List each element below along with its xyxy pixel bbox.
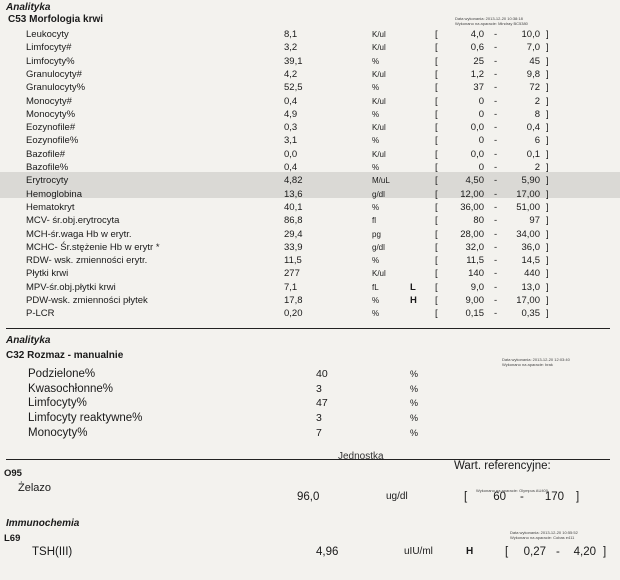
ref-high: 6	[534, 135, 540, 147]
bracket-left-icon: [	[435, 55, 438, 67]
test-name: Monocyty#	[26, 95, 72, 107]
bracket-left-icon: [	[435, 201, 438, 213]
test-value: 47	[316, 397, 328, 410]
bracket-right-icon: ]	[546, 29, 549, 40]
dash-icon: -	[494, 148, 498, 160]
tsh-row	[0, 545, 620, 559]
ref-high: 0,1	[526, 148, 540, 160]
ref-low: 0,6	[470, 42, 484, 54]
table-row	[0, 308, 620, 319]
dash-icon: -	[494, 308, 498, 320]
test-value: 3	[316, 382, 322, 395]
test-name: Granulocyty#	[26, 68, 82, 80]
test-value: 3	[316, 412, 322, 425]
dash-icon: -	[494, 162, 498, 173]
table-row	[0, 109, 620, 120]
ref-high: 17,00	[516, 188, 540, 200]
dash-icon: -	[494, 268, 498, 280]
bracket-right-icon: ]	[546, 268, 549, 280]
tsh-name: TSH(III)	[32, 546, 73, 558]
dash-icon: -	[494, 29, 498, 40]
test-value: 33,9	[284, 241, 303, 253]
bracket-left-icon: [	[435, 29, 438, 40]
ref-low: 4,50	[465, 175, 484, 187]
ref-low: 36,00	[460, 201, 484, 213]
table-row	[0, 175, 620, 186]
test-unit: K/ul	[372, 123, 386, 133]
morfologia-date: Data wykonania: 2013-12-20 10:38:18	[455, 16, 523, 21]
test-name: Limfocyty#	[26, 42, 72, 54]
test-unit: %	[410, 383, 419, 394]
test-unit: K/ul	[372, 30, 386, 39]
bracket-right-icon: ]	[546, 42, 549, 54]
test-unit: %	[410, 427, 419, 438]
test-unit: K/ul	[372, 149, 386, 159]
dash-icon: -	[494, 228, 498, 240]
test-name: Płytki krwi	[26, 268, 69, 280]
bracket-right-icon: ]	[546, 241, 549, 253]
test-flag: L	[410, 281, 416, 293]
table-row	[0, 382, 620, 396]
section-analityka-1: Analityka	[6, 2, 51, 13]
ref-high: 14,5	[521, 255, 540, 267]
test-unit: %	[372, 202, 380, 212]
ref-low: 11,5	[466, 255, 484, 267]
zelazo-name: Żelazo	[18, 482, 52, 494]
table-row	[0, 82, 620, 93]
tsh-ref-high: 4,20	[573, 546, 596, 558]
bracket-left-icon: [	[435, 241, 438, 253]
test-unit: %	[372, 136, 380, 146]
ref-high: 9,8	[526, 68, 540, 80]
table-row	[0, 242, 620, 253]
test-unit: g/dl	[372, 242, 385, 252]
test-unit: fl	[372, 216, 376, 226]
dash-icon: -	[494, 42, 498, 54]
ref-high: 45	[529, 55, 540, 67]
test-name: Bazofile%	[26, 162, 69, 173]
dash-icon: -	[494, 55, 498, 67]
dash-icon: -	[494, 108, 498, 120]
table-row	[0, 29, 620, 40]
bracket-left-icon: [	[435, 281, 438, 293]
dash-icon: -	[520, 491, 524, 503]
bracket-right-icon: ]	[546, 82, 549, 94]
test-unit: fL	[372, 282, 379, 292]
bracket-left-icon: [	[505, 546, 509, 558]
bracket-left-icon: [	[435, 268, 438, 280]
bracket-left-icon: [	[435, 255, 438, 267]
ref-low: 0	[478, 162, 484, 173]
dash-icon: -	[494, 201, 498, 213]
bracket-left-icon: [	[435, 42, 438, 54]
test-name: MCV- śr.obj.erytrocyta	[26, 215, 120, 227]
test-unit: K/ul	[372, 43, 386, 53]
dash-icon: -	[494, 255, 498, 267]
bracket-left-icon: [	[435, 95, 438, 107]
tsh-meta	[510, 530, 578, 540]
divider-line	[6, 328, 610, 329]
ref-high: 13,0	[521, 281, 540, 293]
test-value: 8,1	[284, 29, 298, 40]
table-row	[0, 426, 620, 440]
tsh-ref-low: 0,27	[523, 546, 546, 558]
tsh-flag: H	[466, 546, 474, 557]
test-value: 3,1	[284, 135, 298, 147]
table-row	[0, 411, 620, 425]
table-row	[0, 282, 620, 293]
bracket-right-icon: ]	[546, 201, 549, 213]
zelazo-device: Wykonano na aparacie: Olympus AU400	[476, 488, 549, 493]
ref-high: 2	[534, 95, 540, 107]
test-name: P-LCR	[26, 308, 55, 320]
test-name: Monocyty%	[26, 108, 76, 120]
test-unit: %	[372, 83, 380, 93]
table-row	[0, 255, 620, 266]
dash-icon: -	[494, 175, 498, 187]
bracket-left-icon: [	[435, 162, 438, 173]
morfologia-device: Wykonano na aparacie: Mindray BC5380	[455, 21, 528, 26]
test-value: 7	[316, 426, 322, 439]
ref-low: 9,0	[470, 281, 484, 293]
section-code-zelazo: O95	[4, 468, 22, 479]
section-code-rozmaz: C32 Rozmaz - manualnie	[6, 350, 124, 361]
bracket-left-icon: [	[435, 68, 438, 80]
bracket-left-icon: [	[435, 135, 438, 147]
test-value: 13,6	[284, 188, 303, 200]
dash-icon: -	[494, 295, 498, 306]
test-value: 277	[284, 268, 300, 280]
ref-high: 97	[529, 215, 540, 227]
zelazo-row	[0, 490, 620, 504]
ref-low: 32,0	[465, 241, 484, 253]
ref-high: 17,00	[516, 295, 540, 306]
test-unit: K/ul	[372, 69, 386, 79]
tsh-unit: uIU/ml	[404, 546, 433, 557]
test-unit: K/ul	[372, 269, 386, 279]
bracket-left-icon: [	[435, 122, 438, 134]
ref-low: 0	[478, 108, 484, 120]
test-value: 0,4	[284, 95, 298, 107]
tsh-value: 4,96	[316, 546, 339, 558]
tsh-device: Wykonano na aparacie: Cobas e411	[510, 535, 575, 540]
test-name: Kwasochłonne%	[28, 382, 114, 395]
ref-high: 36,0	[521, 241, 540, 253]
test-name: MCHC- Śr.stężenie Hb w erytr *	[26, 241, 160, 253]
tsh-date: Data wykonania: 2013-12-20 10:55:52	[510, 530, 578, 535]
table-row	[0, 42, 620, 53]
test-value: 40,1	[284, 201, 303, 213]
bracket-right-icon: ]	[546, 108, 549, 120]
ref-low: 9,00	[465, 295, 484, 306]
bracket-right-icon: ]	[546, 162, 549, 173]
ref-low: 37	[473, 82, 484, 94]
test-name: Bazofile#	[26, 148, 66, 160]
bracket-left-icon: [	[435, 215, 438, 227]
ref-high: 10,0	[521, 29, 540, 40]
bracket-left-icon: [	[435, 82, 438, 94]
rozmaz-meta	[502, 357, 570, 367]
bracket-right-icon: ]	[576, 491, 580, 503]
ref-high: 0,35	[521, 308, 540, 320]
test-value: 4,9	[284, 108, 298, 120]
bracket-right-icon: ]	[546, 135, 549, 147]
bracket-right-icon: ]	[546, 122, 549, 134]
table-row	[0, 396, 620, 410]
zelazo-ref-low: 60	[493, 491, 506, 503]
ref-high: 34,00	[516, 228, 540, 240]
test-unit: K/ul	[372, 96, 386, 106]
bracket-right-icon: ]	[546, 308, 549, 320]
bracket-right-icon: ]	[546, 188, 549, 200]
table-row	[0, 149, 620, 160]
test-name: PDW-wsk. zmienności płytek	[26, 295, 148, 306]
test-name: Limfocyty%	[28, 397, 87, 410]
table-row	[0, 295, 620, 306]
rozmaz-date: Data wykonania: 2013-12-20 12:03:40	[502, 357, 570, 362]
ref-high: 440	[524, 268, 540, 280]
ref-low: 0,0	[470, 148, 484, 160]
ref-low: 0,15	[465, 308, 484, 320]
bracket-right-icon: ]	[546, 228, 549, 240]
ref-low: 0,0	[470, 122, 484, 134]
zelazo-value: 96,0	[297, 491, 320, 503]
test-value: 0,3	[284, 122, 298, 134]
ref-low: 0	[478, 135, 484, 147]
bracket-right-icon: ]	[546, 95, 549, 107]
test-unit: pg	[372, 229, 381, 239]
ref-low: 140	[468, 268, 484, 280]
bracket-left-icon: [	[435, 175, 438, 187]
ref-high: 72	[529, 82, 540, 94]
test-name: Limfocyty reaktywne%	[28, 412, 143, 425]
ref-high: 5,90	[521, 175, 540, 187]
test-unit: M/uL	[372, 176, 390, 186]
rozmaz-device: Wykonano na aparacie: brak	[502, 362, 553, 367]
test-value: 52,5	[284, 82, 303, 94]
bracket-right-icon: ]	[546, 175, 549, 187]
bracket-left-icon: [	[435, 295, 438, 306]
test-value: 39,1	[284, 55, 303, 67]
bracket-left-icon: [	[435, 108, 438, 120]
dash-icon: -	[494, 215, 498, 227]
reference-header: Wart. referencyjne:	[454, 460, 551, 472]
dash-icon: -	[494, 281, 498, 293]
bracket-left-icon: [	[435, 148, 438, 160]
table-row	[0, 69, 620, 80]
ref-high: 7,0	[526, 42, 540, 54]
test-name: Podzielone%	[28, 368, 96, 380]
test-unit: %	[410, 398, 419, 409]
dash-icon: -	[494, 95, 498, 107]
table-row	[0, 96, 620, 107]
test-value: 7,1	[284, 281, 298, 293]
bracket-right-icon: ]	[546, 55, 549, 67]
test-value: 17,8	[284, 295, 303, 306]
test-value: 4,82	[284, 175, 303, 187]
table-row	[0, 56, 620, 67]
ref-low: 80	[473, 215, 484, 227]
test-value: 3,2	[284, 42, 298, 54]
zelazo-unit: ug/dl	[386, 491, 408, 502]
test-value: 4,2	[284, 68, 298, 80]
ref-low: 28,00	[460, 228, 484, 240]
test-value: 86,8	[284, 215, 303, 227]
bracket-right-icon: ]	[546, 68, 549, 80]
dash-icon: -	[494, 188, 498, 200]
ref-low: 25	[473, 55, 484, 67]
test-unit: %	[372, 56, 380, 66]
section-analityka-2: Analityka	[6, 335, 51, 346]
table-row	[0, 229, 620, 240]
test-name: Eozynofile#	[26, 122, 76, 134]
test-name: Limfocyty%	[26, 55, 75, 67]
table-row	[0, 189, 620, 200]
test-name: Hemoglobina	[26, 188, 82, 200]
table-row	[0, 202, 620, 213]
dash-icon: -	[494, 82, 498, 94]
table-row	[0, 122, 620, 133]
table-row	[0, 162, 620, 173]
bracket-right-icon: ]	[603, 546, 607, 558]
ref-high: 8	[534, 108, 540, 120]
test-value: 0,20	[284, 308, 303, 320]
bracket-left-icon: [	[435, 308, 438, 320]
test-unit: %	[372, 309, 380, 319]
test-value: 0,0	[284, 148, 298, 160]
zelazo-ref-high: 170	[544, 491, 564, 503]
ref-high: 2	[534, 162, 540, 173]
dash-icon: -	[494, 135, 498, 147]
test-flag: H	[410, 295, 417, 306]
section-immunochemia: Immunochemia	[6, 518, 80, 529]
bracket-left-icon: [	[435, 188, 438, 200]
ref-low: 4,0	[470, 29, 484, 40]
test-unit: %	[410, 413, 419, 424]
test-unit: %	[372, 109, 380, 119]
bracket-right-icon: ]	[546, 255, 549, 267]
test-value: 40	[316, 368, 328, 380]
ref-low: 0	[478, 95, 484, 107]
test-name: Leukocyty	[26, 29, 69, 40]
bracket-right-icon: ]	[546, 148, 549, 160]
ref-low: 1,2	[470, 68, 484, 80]
table-row	[0, 268, 620, 279]
dash-icon: -	[494, 122, 498, 134]
morfologia-meta	[455, 16, 528, 26]
test-unit: g/dl	[372, 189, 385, 199]
test-name: Granulocyty%	[26, 82, 86, 94]
bracket-right-icon: ]	[546, 281, 549, 293]
unit-header: Jednostka	[338, 451, 384, 462]
test-name: Erytrocyty	[26, 175, 69, 187]
dash-icon: -	[494, 241, 498, 253]
ref-high: 51,00	[516, 201, 540, 213]
test-name: Eozynofile%	[26, 135, 79, 147]
test-name: Monocyty%	[28, 426, 88, 439]
section-code-morfologia: C53 Morfologia krwi	[8, 14, 104, 25]
ref-high: 0,4	[526, 122, 540, 134]
table-row	[0, 367, 620, 381]
test-unit: %	[372, 163, 380, 172]
ref-low: 12,00	[460, 188, 484, 200]
table-row	[0, 135, 620, 146]
test-unit: %	[372, 296, 380, 305]
test-name: Hematokryt	[26, 201, 75, 213]
test-name: RDW- wsk. zmienności erytr.	[26, 255, 148, 267]
test-name: MPV-śr.obj.płytki krwi	[26, 281, 116, 293]
table-row	[0, 215, 620, 226]
test-unit: %	[410, 369, 419, 379]
section-code-tsh: L69	[4, 533, 21, 544]
test-name: MCH-śr.waga Hb w erytr.	[26, 228, 132, 240]
bracket-right-icon: ]	[546, 215, 549, 227]
test-value: 29,4	[284, 228, 303, 240]
dash-icon: -	[556, 546, 560, 558]
bracket-left-icon: [	[435, 228, 438, 240]
bracket-right-icon: ]	[546, 295, 549, 306]
dash-icon: -	[494, 68, 498, 80]
test-value: 11,5	[284, 255, 302, 267]
test-unit: %	[372, 256, 380, 266]
bracket-left-icon: [	[464, 491, 468, 503]
test-value: 0,4	[284, 162, 298, 173]
